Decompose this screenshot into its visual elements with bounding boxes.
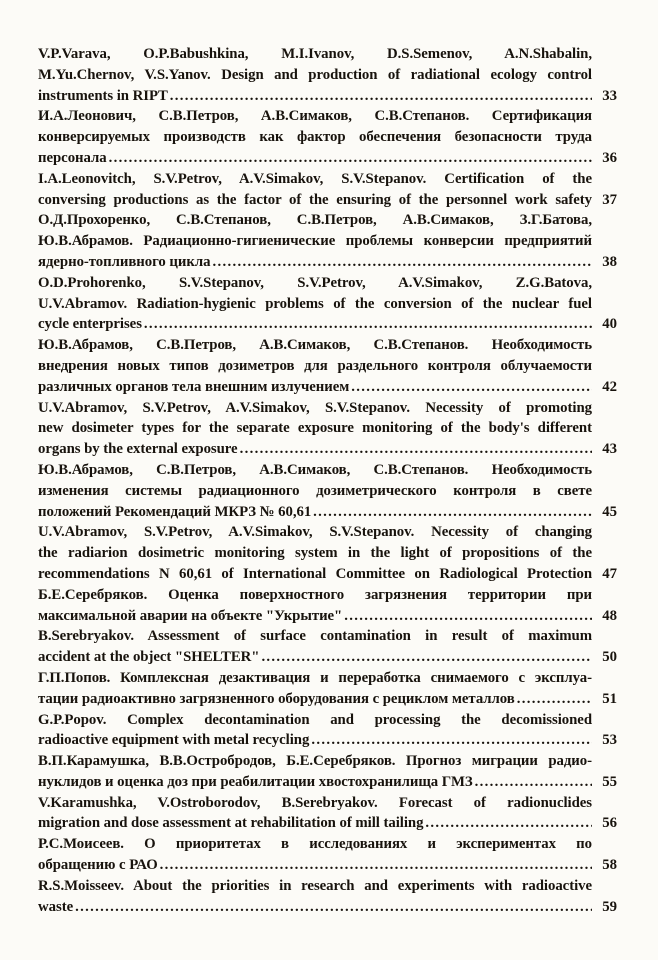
toc-entry-last-line <box>38 190 617 211</box>
toc-entry-line: Р.С.Моисеев. О приоритетах в исследованиях и экспериментах по <box>38 836 592 853</box>
toc-entry-last-line <box>38 148 617 169</box>
dot-leader <box>515 689 592 710</box>
page-number: 38 <box>602 253 617 270</box>
toc-entry-text: максимальной аварии на объекте "Укрытие" <box>38 607 343 624</box>
toc-entry <box>38 44 617 106</box>
toc-entry <box>38 793 617 835</box>
toc-entry-line: the radiarion dosimetric monitoring system in the light of propositions of the <box>38 545 592 562</box>
toc-entry-line: R.S.Moisseev. About the priorities in research and experiments with radioactive <box>38 877 592 894</box>
toc-entry-line: В.П.Карамушка, В.В.Остробродов, Б.Е.Серебряков. Прогноз миграции радио- <box>38 753 592 770</box>
toc-entry-line: O.D.Prohorenko, S.V.Stepanov, S.V.Petrov, A.V.Simakov, Z.G.Batova, <box>38 274 592 291</box>
toc-entry-lines <box>38 169 617 190</box>
toc-entry-last-line <box>38 689 617 710</box>
toc-entry-last-line <box>38 439 617 460</box>
toc-entry-line: U.V.Abramov, S.V.Petrov, A.V.Simakov, S.V.Stepanov. Necessity of changing <box>38 524 592 541</box>
dot-leader <box>309 730 592 751</box>
toc-entry-line: И.А.Леонович, С.В.Петров, А.В.Симаков, С.В.Степанов. Сертификация <box>38 108 592 125</box>
toc-entry <box>38 460 617 522</box>
toc-entry-lines <box>38 273 617 315</box>
dot-leader <box>142 314 592 335</box>
toc-entry <box>38 169 617 211</box>
page-number: 37 <box>602 191 617 208</box>
page-number: 58 <box>602 857 617 874</box>
page-number: 43 <box>602 441 617 458</box>
toc-entry-lines <box>38 106 617 148</box>
dot-leader <box>423 813 592 834</box>
toc-entry-text: обращению с РАО <box>38 857 158 874</box>
dot-leader <box>259 647 592 668</box>
toc-entry-line: Г.П.Попов. Комплексная дезактивация и переработка снимаемого с эксплуа- <box>38 669 592 686</box>
toc-entry-last-line <box>38 772 617 793</box>
toc-entry-last-line <box>38 564 617 585</box>
dot-leader <box>342 606 592 627</box>
page-number: 56 <box>602 815 617 832</box>
page-number: 59 <box>602 898 617 915</box>
toc-entry-text: migration and dose assessment at rehabilitation of mill tailing <box>38 815 424 832</box>
toc-entry-line: U.V.Abramov. Radiation-hygienic problems of the conversion of the nuclear fuel <box>38 295 592 312</box>
toc-entry-lines <box>38 44 617 86</box>
toc-entry <box>38 335 617 397</box>
toc-entry <box>38 210 617 272</box>
toc-entry-text: waste <box>38 898 74 915</box>
toc-entry-line: M.Yu.Chernov, V.S.Yanov. Design and production of radiational ecology control <box>38 66 592 83</box>
toc-entry-lines <box>38 710 617 731</box>
toc-entry-last-line <box>38 502 617 523</box>
toc-entry <box>38 273 617 335</box>
toc-entry-lines <box>38 751 617 772</box>
page-number: 53 <box>602 732 617 749</box>
toc-entry-last-line <box>38 813 617 834</box>
toc-entry-last-line <box>38 377 617 398</box>
toc-entry-lines <box>38 335 617 377</box>
page-number: 40 <box>602 316 617 333</box>
toc-entry-line: конверсируемых производств как фактор обеспечения безопасности труда <box>38 129 592 146</box>
dot-leader <box>73 897 592 918</box>
page-number: 55 <box>602 773 617 790</box>
toc-entry <box>38 522 617 584</box>
toc-entry-line: G.P.Popov. Complex decontamination and processing the decomissioned <box>38 711 592 728</box>
toc-entry-line: внедрения новых типов дозиметров для раздельного контроля облучаемости <box>38 357 592 374</box>
page-number: 36 <box>602 149 617 166</box>
toc-entry-lines <box>38 398 617 440</box>
toc-entry <box>38 626 617 668</box>
toc-entry-last-line <box>38 606 617 627</box>
toc-entry <box>38 106 617 168</box>
toc-entry-lines <box>38 585 617 606</box>
dot-leader <box>168 86 592 107</box>
toc-entries <box>38 44 617 917</box>
toc-entry-text: различных органов тела внешним излучением <box>38 378 350 395</box>
dot-leader <box>311 502 592 523</box>
toc-entry-last-line <box>38 855 617 876</box>
toc-entry-line: Ю.В.Абрамов. Радиационно-гигиенические проблемы конверсии предприятий <box>38 233 592 250</box>
toc-entry-text: положений Рекомендаций МКРЗ № 60,61 <box>38 503 312 520</box>
toc-entry-last-line <box>38 730 617 751</box>
toc-entry-text: ядерно-топливного цикла <box>38 253 211 270</box>
page-number: 48 <box>602 607 617 624</box>
toc-entry <box>38 668 617 710</box>
toc-entry-lines <box>38 876 617 897</box>
toc-entry-lines <box>38 793 617 814</box>
dot-leader <box>210 252 592 273</box>
toc-entry-line: new dosimeter types for the separate exposure monitoring of the body's different <box>38 420 592 437</box>
toc-entry-last-line <box>38 86 617 107</box>
page-number: 47 <box>602 565 617 582</box>
toc-entry-line: V.Karamushka, V.Ostroborodov, B.Serebryakov. Forecast of radionuclides <box>38 794 592 811</box>
toc-entry <box>38 751 617 793</box>
toc-entry <box>38 585 617 627</box>
toc-entry-line: V.P.Varava, O.P.Babushkina, M.I.Ivanov, D.S.Semenov, A.N.Shabalin, <box>38 46 592 62</box>
page-number: 51 <box>602 690 617 707</box>
dot-leader <box>107 148 592 169</box>
toc-entry-line: О.Д.Прохоренко, С.В.Степанов, С.В.Петров, А.В.Симаков, З.Г.Батова, <box>38 212 592 229</box>
page-number: 45 <box>602 503 617 520</box>
toc-entry-line: I.A.Leonovitch, S.V.Petrov, A.V.Simakov, S.V.Stepanov. Certification of the <box>38 170 592 187</box>
toc-entry-line: Ю.В.Абрамов, С.В.Петров, А.В.Симаков, С.В.Степанов. Необходимость <box>38 337 592 354</box>
toc-entry-last-line <box>38 252 617 273</box>
toc-entry-text: recommendations N 60,61 of International Committee on Radiological Protection <box>38 565 592 582</box>
dot-leader <box>158 855 592 876</box>
toc-entry-lines <box>38 668 617 689</box>
toc-entry-last-line <box>38 314 617 335</box>
dot-leader <box>473 772 592 793</box>
toc-entry-text: cycle enterprises <box>38 316 142 333</box>
page-number: 33 <box>602 87 617 104</box>
toc-entry-lines <box>38 210 617 252</box>
toc-entry-lines <box>38 834 617 855</box>
toc-entry-text: accident at the object "SHELTER" <box>38 649 260 666</box>
toc-entry-text: персонала <box>38 149 107 166</box>
toc-entry-lines <box>38 460 617 502</box>
dot-leader <box>349 377 592 398</box>
page-number: 42 <box>602 378 617 395</box>
toc-entry <box>38 834 617 876</box>
toc-entry-text: нуклидов и оценка доз при реабилитации хвостохранилища ГМЗ <box>38 773 473 790</box>
toc-entry-line: U.V.Abramov, S.V.Petrov, A.V.Simakov, S.V.Stepanov. Necessity of promoting <box>38 399 592 416</box>
toc-entry <box>38 876 617 918</box>
toc-entry-line: изменения системы радиационного дозиметрического контроля в свете <box>38 482 592 499</box>
toc-entry-lines <box>38 626 617 647</box>
toc-entry-last-line <box>38 897 617 918</box>
toc-entry-text: organs by the external exposure <box>38 441 238 458</box>
toc-entry-text: conversing productions as the factor of the ensuring of the personnel work safety <box>38 191 592 208</box>
page-number: 50 <box>602 649 617 666</box>
toc-entry-text: radioactive equipment with metal recycling <box>38 732 310 749</box>
toc-entry-last-line <box>38 647 617 668</box>
toc-entry-line: Б.Е.Серебряков. Оценка поверхностного загрязнения территории при <box>38 586 592 603</box>
toc-entry-line: B.Serebryakov. Assessment of surface contamination in result of maximum <box>38 628 592 645</box>
toc-entry-line: Ю.В.Абрамов, С.В.Петров, А.В.Симаков, С.В.Степанов. Необходимость <box>38 461 592 478</box>
toc-entry <box>38 710 617 752</box>
toc-entry-text: instruments in RIPT <box>38 87 168 104</box>
toc-entry-lines <box>38 522 617 564</box>
dot-leader <box>238 439 592 460</box>
toc-entry-text: тации радиоактивно загрязненного оборудования с рециклом металлов <box>38 690 515 707</box>
toc-entry <box>38 398 617 460</box>
